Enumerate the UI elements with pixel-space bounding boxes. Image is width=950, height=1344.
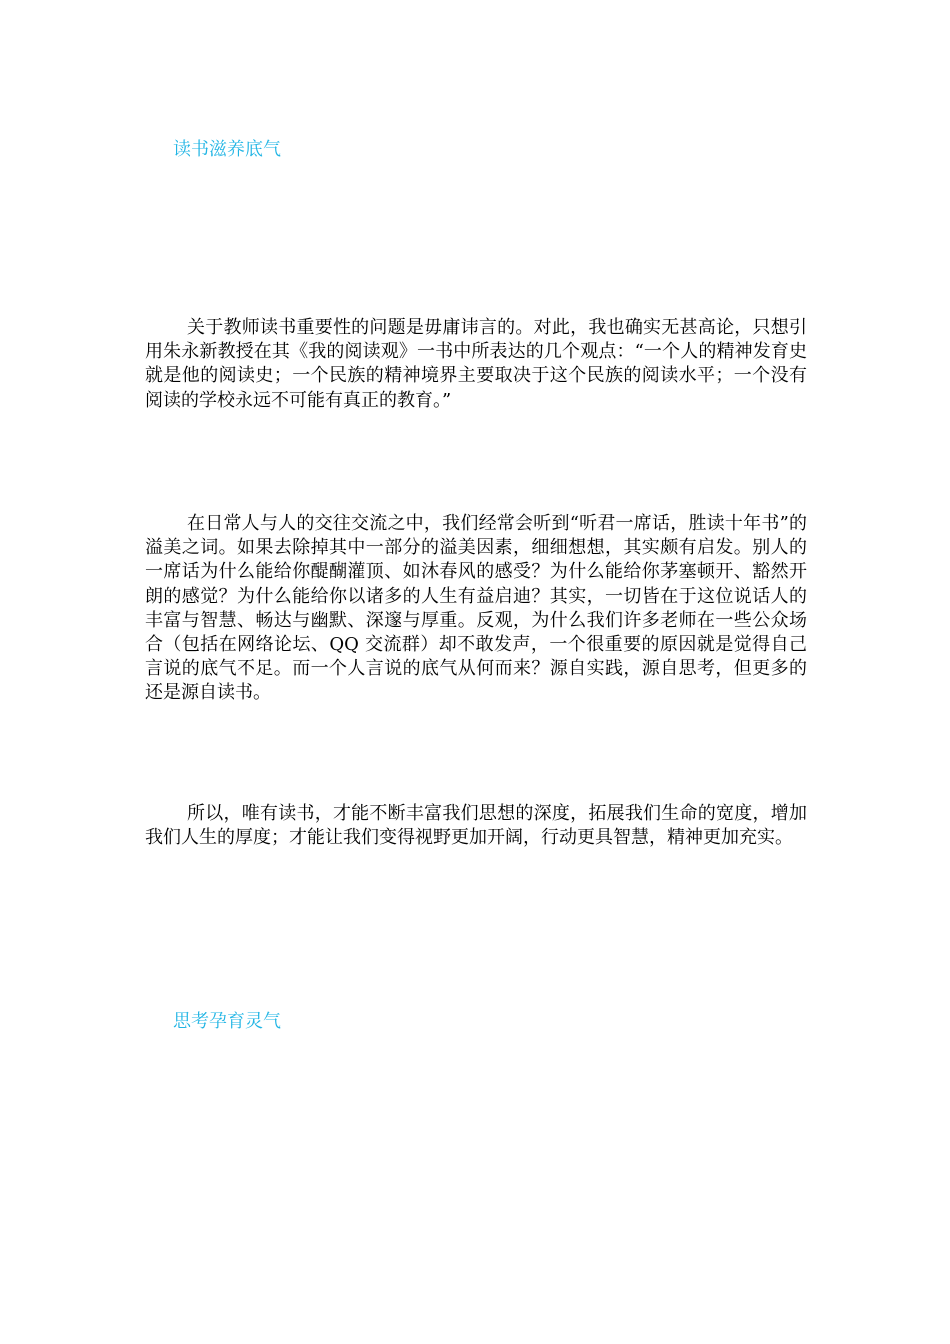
paragraph-daily-communication: 在日常人与人的交往交流之中，我们经常会听到“听君一席话，胜读十年书”的溢美之词。如果去除掉其中一部分的溢美因素，细细想想，其实颇有启发。别人的一席话为什么能给你醍醐灌顶、如沐春风的感受？为什么能给你茅塞顿开、豁然开朗的感觉？为什么能给你以诸多的人生有益启迪？其实，一切皆在于这位说话人的丰富与智慧、畅达与幽默、深邃与厚重。反观，为什么我们许多老师在一些公众场合（包括在网络论坛、QQ 交流群）却不敢发声，一个很重要的原因就是觉得自己言说的底气不足。而一个人言说的底气从何而来？源自实践，源自思考，但更多的还是源自读书。 (145, 513, 807, 704)
section-heading-reading: 读书滋养底气 (173, 139, 281, 160)
section-heading-thinking: 思考孕育灵气 (173, 1011, 281, 1032)
paragraph-conclusion: 所以，唯有读书，才能不断丰富我们思想的深度，拓展我们生命的宽度，增加我们人生的厚度；才能让我们变得视野更加开阔，行动更具智慧，精神更加充实。 (145, 803, 807, 849)
paragraph-reading-importance: 关于教师读书重要性的问题是毋庸讳言的。对此，我也确实无甚高论，只想引用朱永新教授在其《我的阅读观》一书中所表达的几个观点：“一个人的精神发育史就是他的阅读史；一个民族的精神境界主要取决于这个民族的阅读水平；一个没有阅读的学校永远不可能有真正的教育。” (145, 317, 807, 411)
